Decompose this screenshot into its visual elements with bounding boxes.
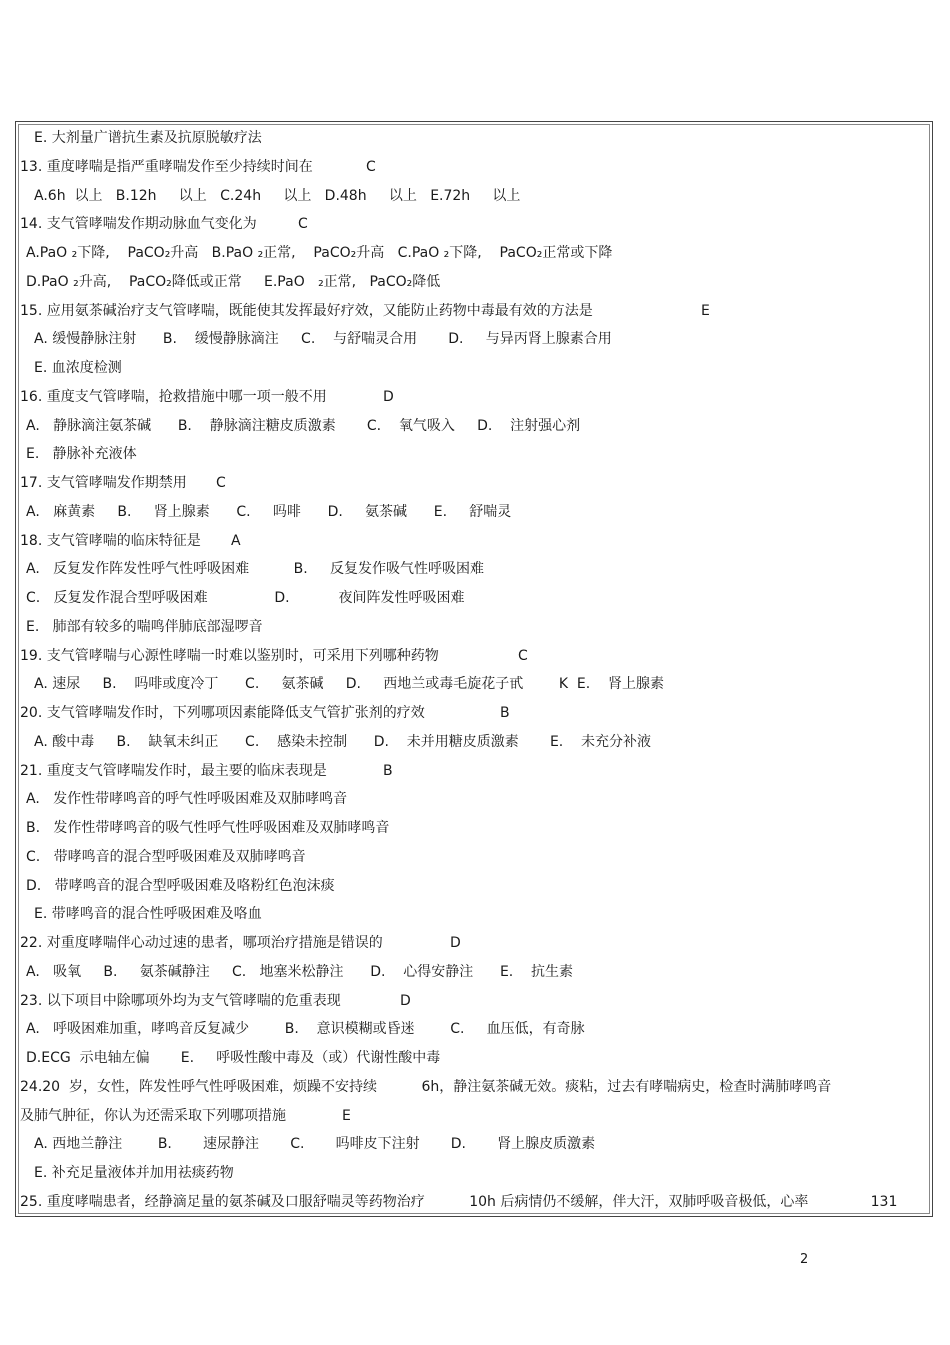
text-line: A. 发作性带哮鸣音的呼气性呼吸困难及双肺哮鸣音 bbox=[26, 791, 348, 807]
text-line: 20. 支气管哮喘发作时，下列哪项因素能降低支气管扩张剂的疗效 bbox=[20, 705, 425, 721]
text-line: 19. 支气管哮喘与心源性哮喘一时难以鉴别时，可采用下列哪种药物 bbox=[20, 648, 439, 664]
answer-key: D bbox=[383, 389, 394, 405]
text-line: A.6h 以上 B.12h 以上 C.24h 以上 D.48h 以上 E.72h 以上 bbox=[34, 188, 521, 204]
text-line: D.PaO ₂升高, PaCO₂降低或正常 E.PaO ₂正常, PaCO₂降低 bbox=[26, 274, 441, 290]
text-line: 14. 支气管哮喘发作期动脉血气变化为 bbox=[20, 216, 257, 232]
answer-key: C bbox=[366, 159, 376, 175]
answer-key: E bbox=[701, 303, 710, 319]
answer-key: B bbox=[383, 763, 393, 779]
text-line: 21. 重度支气管哮喘发作时，最主要的临床表现是 bbox=[20, 763, 327, 779]
text-line: 22. 对重度哮喘伴心动过速的患者，哪项治疗措施是错误的 bbox=[20, 935, 383, 951]
answer-key: C bbox=[518, 648, 528, 664]
text-line: C. 反复发作混合型呼吸困难 D. 夜间阵发性呼吸困难 bbox=[26, 590, 465, 606]
text-line: E. 带哮鸣音的混合性呼吸困难及咯血 bbox=[34, 906, 262, 922]
answer-key: D bbox=[400, 993, 411, 1009]
text-line: A.PaO ₂下降, PaCO₂升高 B.PaO ₂正常, PaCO₂升高 C.PaO ₂下降, PaCO₂正常或下降 bbox=[26, 245, 613, 261]
text-line: 25. 重度哮喘患者，经静滴足量的氨茶碱及口服舒喘灵等药物治疗 10h 后病情仍不缓解，伴大汗，双肺呼吸音极低，心率 131 bbox=[20, 1194, 898, 1210]
text-line: 18. 支气管哮喘的临床特征是 bbox=[20, 533, 201, 549]
text-line: A. 西地兰静注 B. 速尿静注 C. 吗啡皮下注射 D. 肾上腺皮质激素 bbox=[34, 1136, 596, 1152]
text-line: A. 反复发作阵发性呼气性呼吸困难 B. 反复发作吸气性呼吸困难 bbox=[26, 561, 484, 577]
text-line: 24.20 岁，女性，阵发性呼气性呼吸困难，烦躁不安持续 6h，静注氨茶碱无效。痰粘，过去有哮喘病史，检查时满肺哮鸣音 bbox=[20, 1079, 832, 1095]
text-line: A. 吸氧 B. 氨茶碱静注 C. 地塞米松静注 D. 心得安静注 E. 抗生素 bbox=[26, 964, 574, 980]
text-line: 16. 重度支气管哮喘，抢救措施中哪一项一般不用 bbox=[20, 389, 327, 405]
answer-key: D bbox=[450, 935, 461, 951]
text-line: A. 呼吸困难加重，哮鸣音反复减少 B. 意识模糊或昏迷 C. 血压低，有奇脉 bbox=[26, 1021, 585, 1037]
answer-key: A bbox=[231, 533, 241, 549]
text-line: 23. 以下项目中除哪项外均为支气管哮喘的危重表现 bbox=[20, 993, 341, 1009]
text-line: D.ECG 示电轴左偏 E. 呼吸性酸中毒及（或）代谢性酸中毒 bbox=[26, 1050, 441, 1066]
answer-key: C bbox=[298, 216, 308, 232]
text-line: A. 缓慢静脉注射 B. 缓慢静脉滴注 C. 与舒喘灵合用 D. 与异丙肾上腺素合用 bbox=[34, 331, 612, 347]
answer-key: B bbox=[500, 705, 510, 721]
text-line: 及肺气肿征，你认为还需采取下列哪项措施 bbox=[20, 1108, 286, 1124]
text-line: A. 酸中毒 B. 缺氧未纠正 C. 感染未控制 D. 未并用糖皮质激素 E. 未充分补液 bbox=[34, 734, 652, 750]
text-line: E. 补充足量液体并加用祛痰药物 bbox=[34, 1165, 234, 1181]
text-line: A. 静脉滴注氨茶碱 B. 静脉滴注糖皮质激素 C. 氧气吸入 D. 注射强心剂 bbox=[26, 418, 581, 434]
text-line: D. 带哮鸣音的混合型呼吸困难及咯粉红色泡沫痰 bbox=[26, 878, 335, 894]
page-number: 2 bbox=[800, 1252, 809, 1267]
text-line: E. 大剂量广谱抗生素及抗原脱敏疗法 bbox=[34, 130, 262, 146]
text-line: B. 发作性带哮鸣音的吸气性呼气性呼吸困难及双肺哮鸣音 bbox=[26, 820, 390, 836]
text-line: 15. 应用氨茶碱治疗支气管哮喘，既能使其发挥最好疗效，又能防止药物中毒最有效的方法是 bbox=[20, 303, 593, 319]
text-line: E. 静脉补充液体 bbox=[26, 446, 137, 462]
answer-key: C bbox=[216, 475, 226, 491]
text-line: C. 带哮鸣音的混合型呼吸困难及双肺哮鸣音 bbox=[26, 849, 306, 865]
text-line: 13. 重度哮喘是指严重哮喘发作至少持续时间在 bbox=[20, 159, 313, 175]
answer-key: E bbox=[342, 1108, 351, 1124]
text-line: 17. 支气管哮喘发作期禁用 bbox=[20, 475, 187, 491]
text-line: A. 速尿 B. 吗啡或度冷丁 C. 氨茶碱 D. 西地兰或毒毛旋花子甙 K E. 肾上腺素 bbox=[34, 676, 665, 692]
text-line: E. 血浓度检测 bbox=[34, 360, 122, 376]
text-line: A. 麻黄素 B. 肾上腺素 C. 吗啡 D. 氨茶碱 E. 舒喘灵 bbox=[26, 504, 512, 520]
text-line: E. 肺部有较多的喘鸣伴肺底部湿啰音 bbox=[26, 619, 263, 635]
